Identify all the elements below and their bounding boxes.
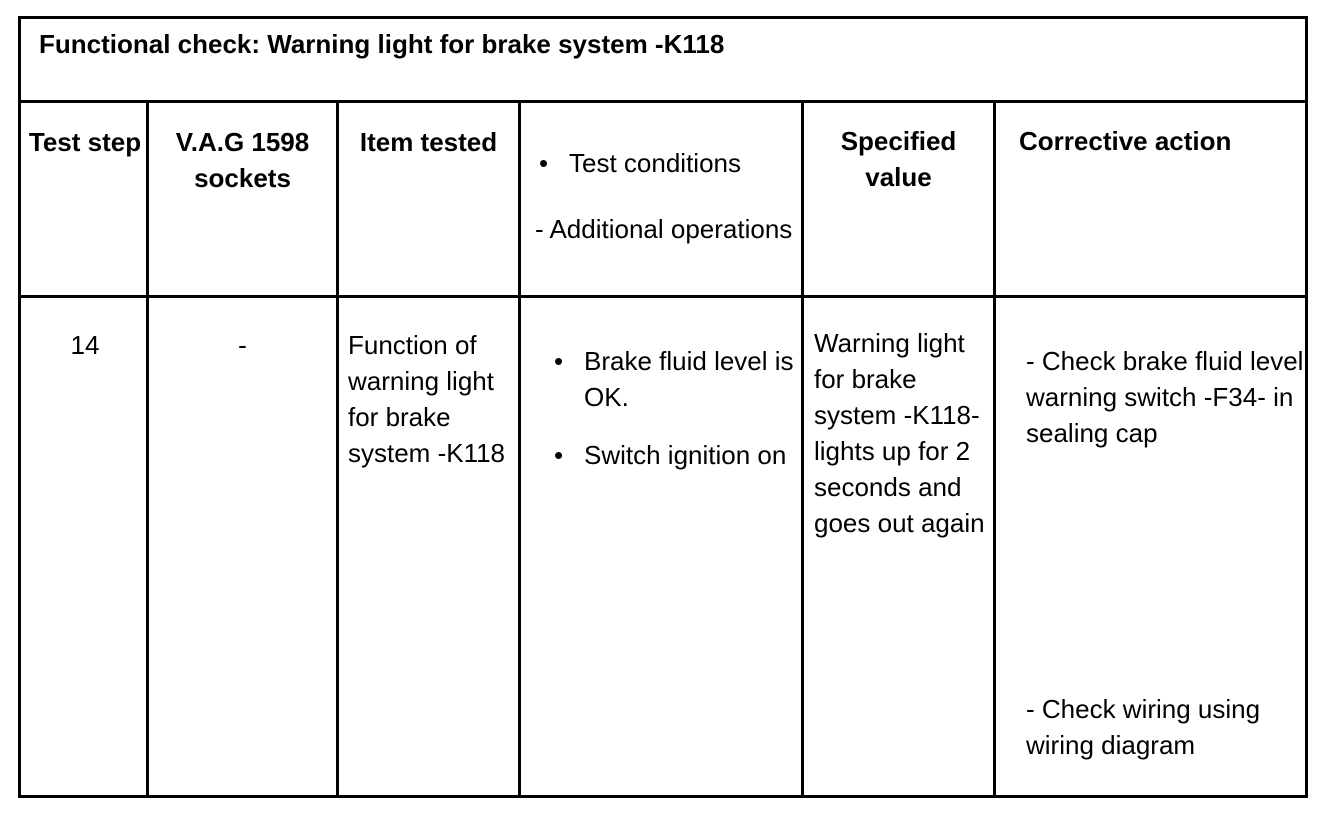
row-item-tested: Function of warning light for brake system -K118 [348,330,506,468]
row-specified-value: Warning light for brake system -K118- lights up for 2 seconds and goes out again [814,328,985,538]
header-additional-operations: - Additional operations [535,214,793,244]
header-test-step: Test step [28,127,142,157]
row-corrective-action-1: - Check brake fluid level warning switch -F34- in sealing cap [1026,346,1304,448]
condition-item: • Switch ignition on [548,437,798,473]
column-divider [518,103,521,795]
header-test-conditions [533,145,801,203]
header-item-tested: Item tested [359,127,498,157]
column-divider [336,103,339,795]
header-divider [21,295,1305,298]
header-test-conditions-label: • Test conditions [533,145,801,181]
row-sockets: - [238,330,247,360]
header-specified-value: Specified value [840,126,957,192]
condition-item: • Brake fluid level is OK. [548,343,798,415]
row-test-step: 14 [70,330,100,360]
row-conditions [548,343,798,495]
column-divider [801,103,804,795]
table-title: Functional check: Warning light for brake system -K118 [39,29,725,59]
column-divider [146,103,149,795]
test-table [18,16,1308,798]
row-corrective-action-2: - Check wiring using wiring diagram [1026,694,1261,760]
header-corrective-action: Corrective action [1019,126,1232,156]
table-title-row [21,19,1305,103]
header-sockets: V.A.G 1598 sockets [175,127,310,193]
column-divider [993,103,996,795]
